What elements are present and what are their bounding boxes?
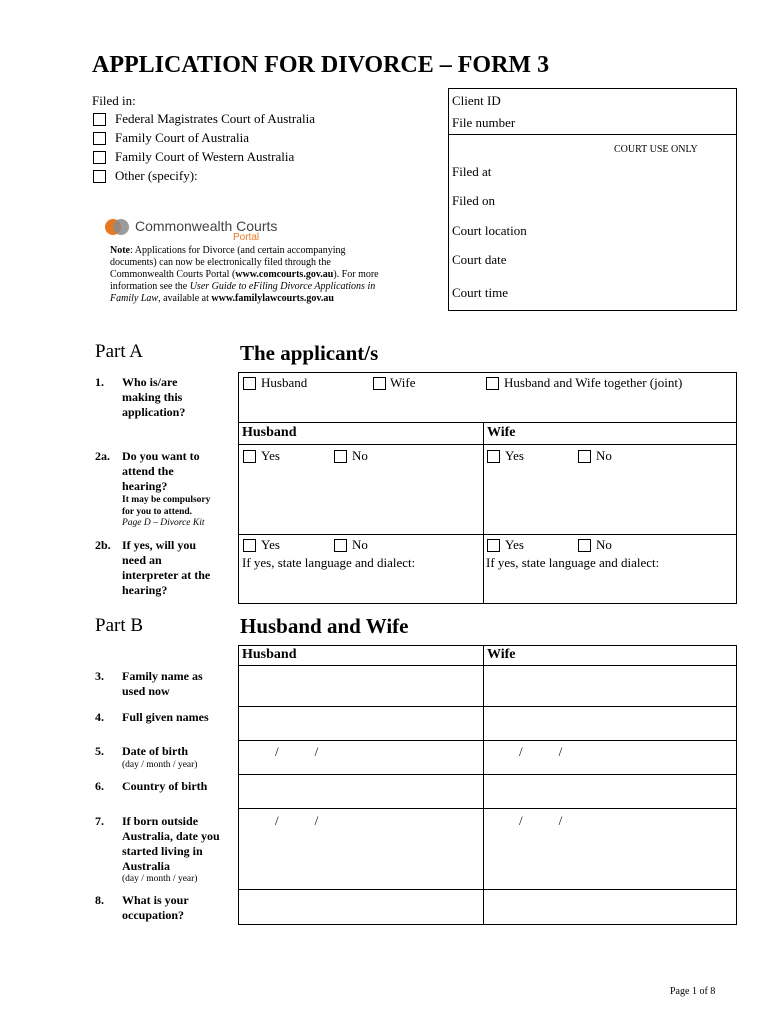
court-location-label: Court location [452,223,527,238]
court-date-label: Court date [452,252,507,267]
q2a-husband-no-label: No [352,448,368,463]
checkbox-q2a-wife-no[interactable] [578,450,591,463]
option-family-court-wa: Family Court of Western Australia [115,149,295,164]
efiling-note: Note: Applications for Divorce (and certain accompanying documents) can now be electronically filed through the Commonwealth Courts Portal (www.comcourts.gov.au). For more information see the User Guide to eFiling Divorce Applications in Family Law, available at www.familylawcourts.gov.au [110,245,379,304]
q8-number: 8. [95,893,104,907]
checkbox-family-court-wa[interactable] [93,151,106,164]
q2a-note: It may be compulsory for you to attend. [122,495,211,517]
husband-dob-field[interactable]: / / [275,744,319,759]
q7-format: (day / month / year) [122,874,198,884]
commonwealth-courts-logo-icon [104,216,130,238]
q3-label: Family name as used now [122,669,203,698]
checkbox-q2b-wife-yes[interactable] [487,539,500,552]
option-family-court: Family Court of Australia [115,130,249,145]
checkbox-applicant-joint[interactable] [486,377,499,390]
page-number: Page 1 of 8 [670,986,716,997]
q3-number: 3. [95,669,104,683]
checkbox-q2a-husband-yes[interactable] [243,450,256,463]
q2b-wife-no-label: No [596,537,612,552]
q5-label: Date of birth [122,744,188,758]
wife-arrival-date-field[interactable]: / / [519,813,563,828]
q4-label: Full given names [122,710,209,724]
client-id-label: Client ID [452,93,501,108]
filed-on-label: Filed on [452,193,495,208]
q2a-wife-no-label: No [596,448,612,463]
file-number-label: File number [452,115,516,130]
checkbox-q2b-husband-no[interactable] [334,539,347,552]
court-time-label: Court time [452,285,508,300]
applicant-joint-label: Husband and Wife together (joint) [504,375,683,390]
q2b-number: 2b. [95,538,111,552]
q2b-husband-no-label: No [352,537,368,552]
wife-dob-field[interactable]: / / [519,744,563,759]
court-use-only-label: COURT USE ONLY [614,144,698,155]
q2a-number: 2a. [95,449,110,463]
page-title: APPLICATION FOR DIVORCE – FORM 3 [92,52,550,78]
q6-number: 6. [95,779,104,793]
q4-number: 4. [95,710,104,724]
q2a-label: Do you want to attend the hearing? [122,449,200,493]
wife-country-of-birth-field[interactable] [484,775,736,808]
checkbox-applicant-husband[interactable] [243,377,256,390]
husband-family-name-field[interactable] [239,666,482,706]
wife-given-names-field[interactable] [484,707,736,740]
filed-at-label: Filed at [452,164,492,179]
option-other: Other (specify): [115,168,198,183]
part-a-col-wife: Wife [487,425,516,440]
part-b-col-wife: Wife [487,647,516,662]
q2a-wife-yes-label: Yes [505,448,524,463]
part-a-col-husband: Husband [242,425,297,440]
q7-number: 7. [95,814,104,828]
q5-number: 5. [95,744,104,758]
logo-name: Commonwealth Courts [135,218,278,234]
q2a-husband-yes-label: Yes [261,448,280,463]
q2b-label: If yes, will you need an interpreter at the hearing? [122,538,211,597]
q2b-husband-language-label[interactable]: If yes, state language and dialect: [242,555,416,570]
part-b-col-husband: Husband [242,647,297,662]
checkbox-other[interactable] [93,170,106,183]
checkbox-q2b-wife-no[interactable] [578,539,591,552]
q2b-wife-language-label[interactable]: If yes, state language and dialect: [486,555,660,570]
q5-format: (day / month / year) [122,760,198,770]
husband-arrival-date-field[interactable]: / / [275,813,319,828]
option-federal-magistrates: Federal Magistrates Court of Australia [115,111,316,126]
checkbox-applicant-wife[interactable] [373,377,386,390]
q2b-wife-yes-label: Yes [505,537,524,552]
wife-family-name-field[interactable] [484,666,736,706]
q6-label: Country of birth [122,779,208,793]
q7-label: If born outside Australia, date you started living in Australia [122,814,220,873]
q1-number: 1. [95,375,104,389]
part-b-heading: Husband and Wife [240,614,409,638]
husband-occupation-field[interactable] [239,890,482,924]
filed-in-label: Filed in: [92,93,136,108]
q1-label: Who is/are making this application? [122,375,186,419]
checkbox-q2b-husband-yes[interactable] [243,539,256,552]
checkbox-q2a-wife-yes[interactable] [487,450,500,463]
part-a-heading: The applicant/s [240,341,379,365]
q2b-husband-yes-label: Yes [261,537,280,552]
checkbox-family-court[interactable] [93,132,106,145]
applicant-husband-label: Husband [261,375,308,390]
husband-country-of-birth-field[interactable] [239,775,482,808]
part-a-label: Part A [95,341,144,362]
wife-occupation-field[interactable] [484,890,736,924]
q8-label: What is your occupation? [122,893,189,922]
q2a-page-ref: Page D – Divorce Kit [122,518,205,528]
applicant-wife-label: Wife [390,375,416,390]
logo-sub: Portal [233,232,260,243]
checkbox-federal-magistrates[interactable] [93,113,106,126]
checkbox-q2a-husband-no[interactable] [334,450,347,463]
husband-given-names-field[interactable] [239,707,482,740]
part-b-label: Part B [95,615,144,636]
